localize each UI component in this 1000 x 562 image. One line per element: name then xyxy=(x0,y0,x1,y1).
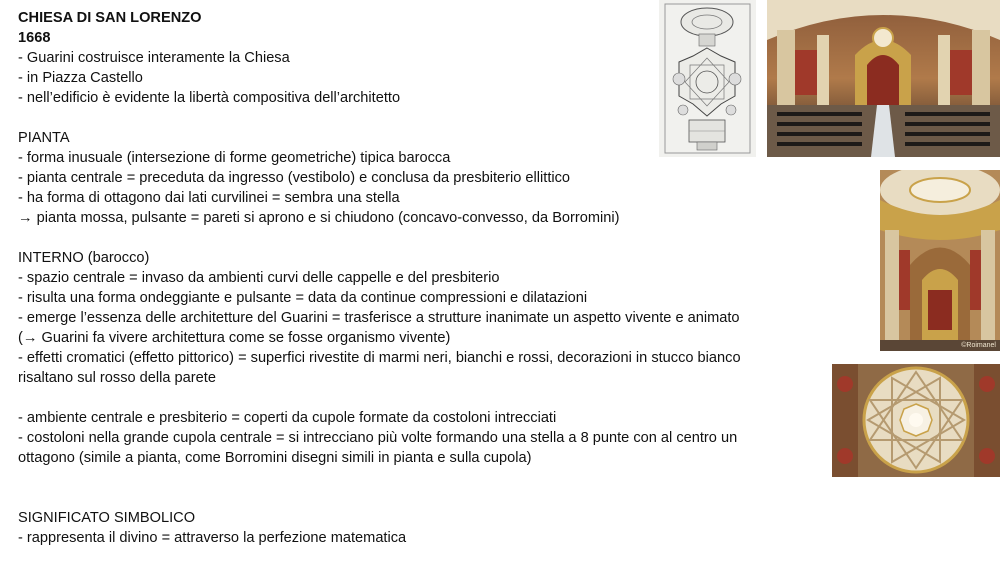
text-line: - risulta una forma ondeggiante e pulsante = data da continue compressioni e dilatazioni xyxy=(18,290,588,306)
dome-interior-vertical-image xyxy=(880,170,1000,351)
text-line: - in Piazza Castello xyxy=(18,70,143,86)
text-line: CHIESA DI SAN LORENZO xyxy=(18,10,202,26)
text-line: → pianta mossa, pulsante = pareti si aprono e si chiudono (concavo-convesso, da Borromini) xyxy=(18,210,620,226)
text-line: - effetti cromatici (effetto pittorico) = superfici rivestite di marmi neri, bianchi e rossi, decorazioni in stucco bianco xyxy=(18,350,741,366)
text-line: - spazio centrale = invaso da ambienti curvi delle cappelle e del presbiterio xyxy=(18,270,500,286)
text-line: (→ Guarini fa vivere architettura come se fosse organismo vivente) xyxy=(18,330,451,346)
text-line: - emerge l’essenza delle architetture del Guarini = trasferisce a strutture inanimate un aspetto vivente e animato xyxy=(18,310,740,326)
text-line: - forma inusuale (intersezione di forme geometriche) tipica barocca xyxy=(18,150,451,166)
text-line xyxy=(18,468,788,488)
text-line xyxy=(18,228,788,248)
floor-plan-image xyxy=(659,0,756,157)
text-line: - ambiente centrale e presbiterio = coperti da cupole formate da costoloni intrecciati xyxy=(18,410,557,426)
text-line: - ha forma di ottagono dai lati curvilinei = sembra una stella xyxy=(18,190,400,206)
dome-ceiling-image xyxy=(832,364,1000,477)
text-line: SIGNIFICATO SIMBOLICO xyxy=(18,510,196,526)
text-line: ottagono (simile a pianta, come Borromini disegni simili in pianta e sulla cupola) xyxy=(18,450,532,466)
text-line: PIANTA xyxy=(18,130,70,146)
text-line: - nell’edificio è evidente la libertà compositiva dell’architetto xyxy=(18,90,401,106)
text-line xyxy=(18,488,788,508)
text-line: 1668 xyxy=(18,30,51,46)
text-line: - costoloni nella grande cupola centrale = si intrecciano più volte formando una stella a 8 punte con al centro un xyxy=(18,430,738,446)
nave-interior-photo xyxy=(767,0,1000,157)
text-line: - Guarini costruisce interamente la Chiesa xyxy=(18,50,290,66)
nave-interior-image xyxy=(767,0,1000,157)
floor-plan-drawing xyxy=(659,0,756,157)
text-line: - rappresenta il divino = attraverso la perfezione matematica xyxy=(18,530,407,546)
text-line: INTERNO (barocco) xyxy=(18,250,150,266)
text-line xyxy=(18,388,788,408)
dome-ceiling-photo xyxy=(832,364,1000,477)
text-line: risaltano sul rosso della parete xyxy=(18,370,216,386)
text-line: - pianta centrale = preceduta da ingresso (vestibolo) e conclusa da presbiterio ellittico xyxy=(18,170,571,186)
watermark-text: ©Roimanel xyxy=(961,342,996,349)
dome-interior-vertical-photo xyxy=(880,170,1000,351)
